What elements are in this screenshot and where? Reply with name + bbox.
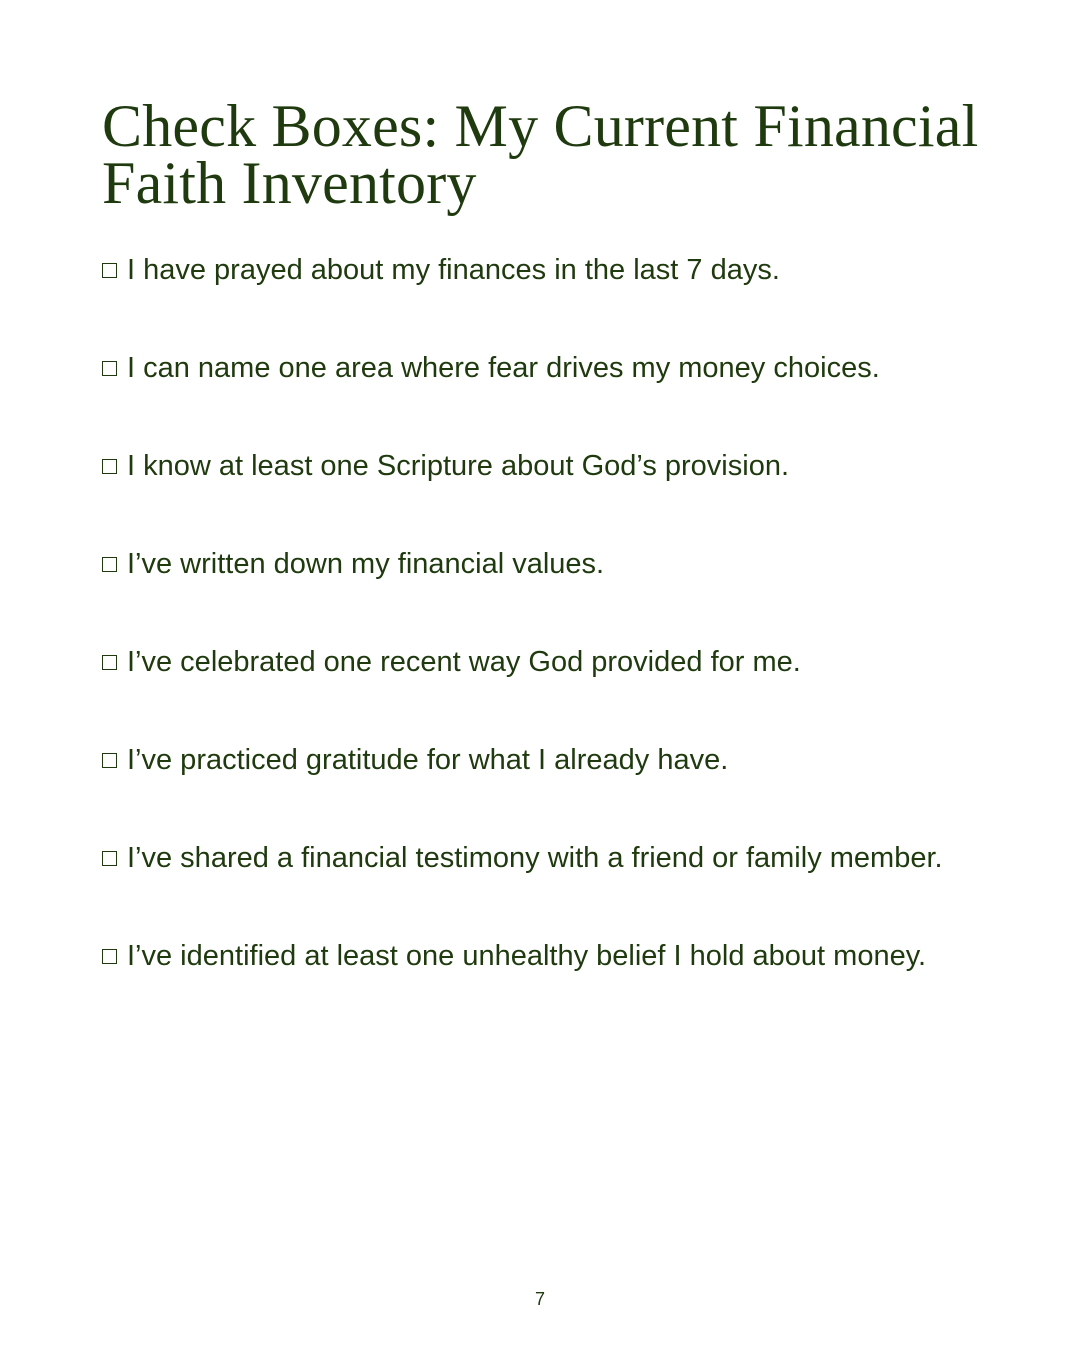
checklist-item-label: I’ve practiced gratitude for what I already have. [127,744,729,776]
empty-checkbox-icon[interactable] [102,949,117,964]
checklist-item-label: I have prayed about my finances in the last 7 days. [127,254,780,286]
checklist-item-label: I’ve celebrated one recent way God provided for me. [127,646,801,678]
checklist-item-label: I can name one area where fear drives my money choices. [127,352,880,384]
empty-checkbox-icon[interactable] [102,851,117,866]
empty-checkbox-icon[interactable] [102,557,117,572]
checklist-item-scripture[interactable] [102,444,952,488]
page-number: 7 [534,1289,545,1309]
empty-checkbox-icon[interactable] [102,361,117,376]
page-title: Check Boxes: My Current Financial Faith Inventory [102,93,979,216]
checklist-item-gratitude[interactable] [102,738,952,782]
empty-checkbox-icon[interactable] [102,459,117,474]
checklist-item-label: I’ve written down my financial values. [127,548,605,580]
empty-checkbox-icon[interactable] [102,655,117,670]
checklist-item-testimony[interactable] [102,836,952,880]
checklist-item-belief[interactable] [102,934,952,978]
checklist-item-label: I know at least one Scripture about God’s provision. [127,450,790,482]
checklist-item-label: I’ve identified at least one unhealthy belief I hold about money. [127,940,927,972]
checklist-item-values[interactable] [102,542,952,586]
checklist-item-celebrated[interactable] [102,640,952,684]
faith-inventory-checklist [102,248,952,1032]
checklist-item-fear[interactable] [102,346,952,390]
empty-checkbox-icon[interactable] [102,263,117,278]
checklist-item-prayed[interactable] [102,248,952,292]
checklist-item-label: I’ve shared a financial testimony with a friend or family member. [127,842,943,874]
empty-checkbox-icon[interactable] [102,753,117,768]
